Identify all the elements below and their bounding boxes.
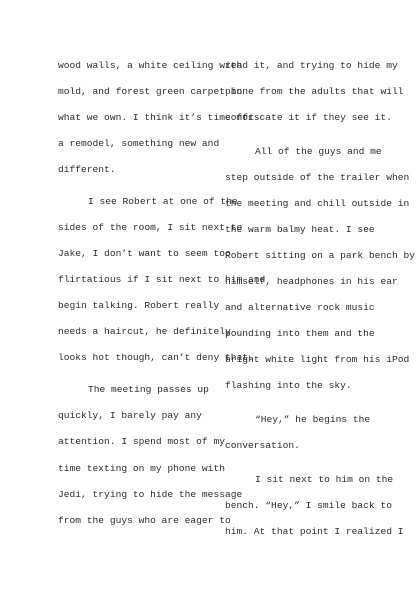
text-line: Robert sitting on a park bench by xyxy=(225,250,415,261)
text-line: bright white light from his iPod xyxy=(225,354,410,365)
text-line: flirtatious if I sit next to him and xyxy=(58,274,266,285)
text-line: looks hot though, can’t deny that. xyxy=(58,352,254,363)
text-line: attention. I spend most of my xyxy=(58,436,225,447)
text-line: mold, and forest green carpet in xyxy=(58,86,243,97)
text-line: Jedi, trying to hide the message xyxy=(58,489,243,500)
text-line: and alternative rock music xyxy=(225,302,375,313)
text-line: needs a haircut, he definitely xyxy=(58,326,231,337)
text-line: sides of the room, I sit next to xyxy=(58,222,243,233)
text-line: phone from the adults that will xyxy=(225,86,404,97)
text-line: the meeting and chill outside in xyxy=(225,198,410,209)
text-line: flashing into the sky. xyxy=(225,380,352,391)
text-line: confiscate it if they see it. xyxy=(225,112,392,123)
text-line: The meeting passes up xyxy=(88,384,209,395)
text-line: quickly, I barely pay any xyxy=(58,410,202,421)
text-line: Jake, I don’t want to seem too xyxy=(58,248,231,259)
text-line: step outside of the trailer when xyxy=(225,172,410,183)
text-line: a remodel, something new and xyxy=(58,138,220,149)
text-line: bench. “Hey,” I smile back to xyxy=(225,500,392,511)
text-line: the warm balmy heat. I see xyxy=(225,224,375,235)
text-line: begin talking. Robert really xyxy=(58,300,220,311)
text-line: from the guys who are eager to xyxy=(58,515,231,526)
text-line: what we own. I think it’s time for xyxy=(58,112,254,123)
text-line: him. At that point I realized I xyxy=(225,526,404,537)
text-line: pounding into them and the xyxy=(225,328,375,339)
text-line: All of the guys and me xyxy=(255,146,382,157)
text-line: I sit next to him on the xyxy=(255,474,394,485)
text-line: conversation. xyxy=(225,440,300,451)
text-line: himself, headphones in his ear xyxy=(225,276,398,287)
text-line: different. xyxy=(58,164,116,175)
text-line: read it, and trying to hide my xyxy=(225,60,398,71)
text-line: I see Robert at one of the xyxy=(88,196,238,207)
text-line: “Hey,” he begins the xyxy=(255,414,371,425)
text-line: time texting on my phone with xyxy=(58,463,225,474)
text-line: wood walls, a white ceiling with xyxy=(58,60,243,71)
